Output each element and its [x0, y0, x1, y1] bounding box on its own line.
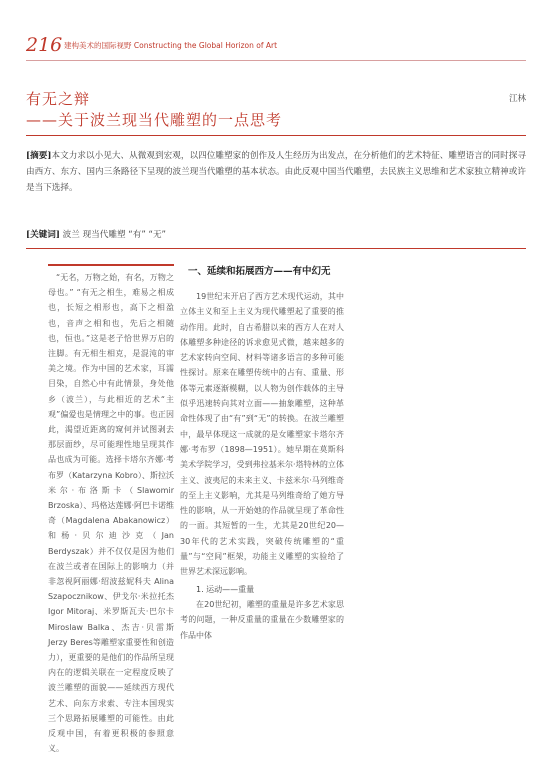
- abstract-divider: [26, 248, 526, 249]
- title-divider: [26, 135, 526, 136]
- header-divider: [26, 60, 526, 61]
- abstract-text: 本文力求以小见大、从微观到宏观，以四位雕塑家的创作及人生经历为出发点，在分析他们的艺术特征、雕塑语言的同时探寻由西方、东方、国内三条路径下呈现的波兰现当代雕塑的基本状态。由此反观中国当代雕塑，去民族主义思维和艺术家独立精神或许是当下选择。: [26, 151, 526, 193]
- right-column: [180, 264, 344, 643]
- left-paragraph: “无名，万物之始，有名，万物之母也。” “有无之相生，难易之相成也，长短之相形也，高下之相盈也，音声之相和也，先后之相随也，恒也。”这是老子恰世界万启的注脚。有无相生相克，是混沌的审美之境。作为中国的艺术家，耳濡目染，自然心中有此情景，身处他乡（波兰），与此相近的艺术“主观”偏爱也是情理之中的事。也正因此，渴望近距离的窥何并试图剥去那层面纱，尽可能理性地呈现其作品也成为可能。选择卡塔尔齐娜·考布罗（Katarzyna Kobro）、斯拉沃米尔·布洛斯卡（Slawomir Brzoska）、玛格达莲娜·阿巴卡诺维奇（Magdalena Abakanowicz）和杨·贝尔迪沙克（Jan Berdyszak）并不仅仅是因为他们在波兰或者在国际上的影响力（并非忽视阿丽娜·绍波兹妮科夫 Alina Szapocznikow、伊戈尔·米拉托杰Igor Mitoraj、米罗斯瓦夫·巴尔卡Miroslaw Balka、杰吉·贝雷斯Jerzy Beres等雕塑家重要性和创造力），更重要的是他们的作品所呈现内在的逻辑关联在一定程度反映了波兰雕塑的面貌——延续西方现代艺术、向东方求索、专注本国现实三个思路拓展雕塑的可能性。由此反观中国，有着更积极的参照意义。: [48, 273, 174, 754]
- left-column: [48, 264, 174, 757]
- body-paragraph: 在20世纪初，雕塑的重量是许多艺术家思考的问题，一种反重量的重量在少数雕塑家的作品中体: [180, 599, 344, 640]
- abstract: [26, 148, 526, 196]
- article-subtitle: ——关于波兰现当代雕塑的一点思考: [26, 111, 283, 129]
- running-title: 建构美术的国际视野 Constructing the Global Horizon of Art: [64, 41, 278, 50]
- abstract-tag: [摘要]: [26, 151, 52, 161]
- body-paragraph: 19世纪末开启了西方艺术现代运动，其中立体主义和至上主义为现代雕塑起了重要的推动作用。此时，自古希腊以来的西方人在对人体雕塑多种途径的诉求愈见式微，越来越多的艺术家转向空间、材料等诸多语言的多种可能性探讨。原来在雕塑传统中的占有、重量、形体等元素逐渐模糊，以人物为创作载体的主导似乎迅速转向其对立面——抽象雕塑，这种革命性体现了由“有”到“无”的转换。在波兰雕塑中，最早体现这一成就的是女雕塑家卡塔尔齐娜·考布罗（1898—1951）。她早期在莫斯科美术学院学习，受到弗拉基米尔·塔特林的立体主义、波夷尼的未来主义、卡兹米尔·马列维奇的至上主义影响，尤其是马列维奇给了她方导性的影响，从一开始她的作品就呈现了革命性的一面。其短暂的一生，尤其是20世纪20—30年代的艺术实践，突破传统雕塑的“重量”与“空间”框架，功能主义雕塑的实验给了世界艺术深远影响。: [180, 292, 344, 577]
- running-header: [26, 34, 526, 56]
- keywords-tag: [关键词]: [26, 230, 60, 240]
- subsection-heading: 1. 运动——重量: [196, 584, 255, 594]
- section-heading: 一、延续和拓展西方——有中幻无: [188, 266, 331, 277]
- page-number: 216: [26, 34, 63, 56]
- keywords: [26, 228, 526, 242]
- author-name: 江林: [508, 94, 526, 104]
- article-title-block: [26, 90, 526, 130]
- keywords-text: 波兰 现当代雕塑 “有” “无”: [62, 230, 167, 240]
- article-title: 有无之辩: [26, 90, 91, 108]
